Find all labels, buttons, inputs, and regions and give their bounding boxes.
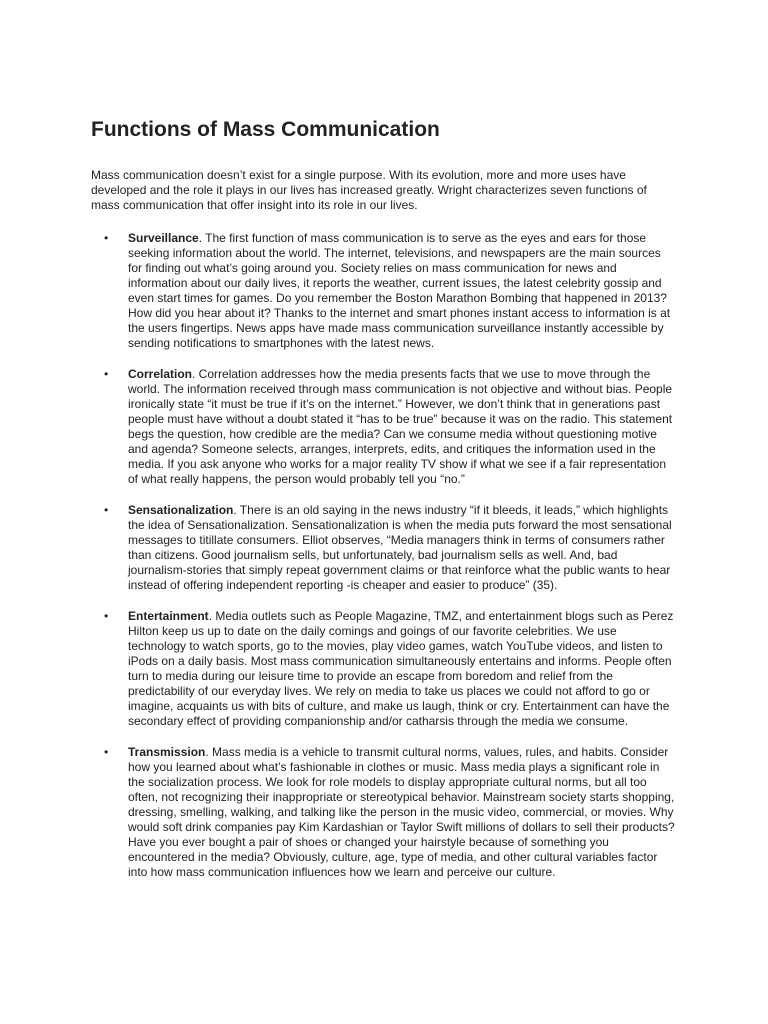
list-item-entertainment bbox=[91, 609, 677, 729]
list-item-correlation bbox=[91, 367, 677, 487]
bullet-icon: • bbox=[104, 503, 109, 517]
bullet-icon: • bbox=[104, 609, 109, 623]
page-title: Functions of Mass Communication bbox=[91, 118, 440, 141]
item-term: Sensationalization bbox=[128, 503, 234, 517]
list-item-sensationalization bbox=[91, 503, 677, 593]
list-item-surveillance bbox=[91, 231, 677, 351]
document-page bbox=[91, 116, 677, 896]
bullet-icon: • bbox=[104, 745, 109, 759]
item-term: Transmission bbox=[128, 745, 206, 759]
item-term: Entertainment bbox=[128, 609, 209, 623]
item-text: . The first function of mass communication is to serve as the eyes and ears for those seeking information about the world. The internet, televisions, and newspapers are the main sources for finding out what’s going around you. Society relies on mass communication for news and information about our daily lives, it reports the weather, current issues, the latest celebrity gossip and even start times for games. Do you remember the Boston Marathon Bombing that happened in 2013? How did you hear about it? Thanks to the internet and smart phones instant access to information is at the users fingertips. News apps have made mass communication surveillance instantly accessible by sending notifications to smartphones with the latest news. bbox=[128, 231, 671, 350]
item-text: . Correlation addresses how the media presents facts that we use to move through the world. The information received through mass communication is not objective and without bias. People ironically state “it must be true if it’s on the internet.” However, we don’t think that in generations past people must have without a doubt stated it “has to be true” because it was on the radio. This statement begs the question, how credible are the media? Can we consume media without questioning motive and agenda? Someone selects, arranges, interprets, edits, and critiques the information used in the media. If you ask anyone who works for a major reality TV show if what we see if a fair representation of what really happens, the person would probably tell you “no.” bbox=[128, 367, 673, 486]
functions-list bbox=[91, 231, 677, 880]
item-text: . Media outlets such as People Magazine, TMZ, and entertainment blogs such as Perez Hilton keep us up to date on the daily comings and goings of our favorite celebrities. We use technology to watch sports, go to the movies, play video games, watch YouTube videos, and listen to iPods on a daily basis. Most mass communication simultaneously entertains and informs. People often turn to media during our leisure time to provide an escape from boredom and relief from the predictability of our everyday lives. We rely on media to take us places we could not afford to go or imagine, acquaints us with bits of culture, and make us laugh, think or cry. Entertainment can have the secondary effect of providing companionship and/or catharsis through the media we consume. bbox=[128, 609, 674, 728]
bullet-icon: • bbox=[104, 367, 109, 381]
item-term: Correlation bbox=[128, 367, 193, 381]
bullet-icon: • bbox=[104, 231, 109, 245]
item-term: Surveillance bbox=[128, 231, 199, 245]
list-item-transmission bbox=[91, 745, 677, 880]
item-text: . There is an old saying in the news industry “if it bleeds, it leads,” which highlights the idea of Sensationalization. Sensationalization is when the media puts forward the most sensational messages to titillate consumers. Elliot observes, “Media managers think in terms of consumers rather than citizens. Good journalism sells, but unfortunately, bad journalism sells as well. And, bad journalism-stories that simply repeat government claims or that reinforce what the public wants to hear instead of offering independent reporting -is cheaper and easier to produce” (35). bbox=[128, 503, 672, 592]
item-text: . Mass media is a vehicle to transmit cultural norms, values, rules, and habits. Consider how you learned about what’s fashionable in clothes or music. Mass media plays a significant role in the socialization process. We look for role models to display appropriate cultural norms, but all too often, not recognizing their inappropriate or stereotypical behavior. Mainstream society starts shopping, dressing, smelling, walking, and talking like the person in the music video, commercial, or movies. Why would soft drink companies pay Kim Kardashian or Taylor Swift millions of dollars to sell their products? Have you ever bought a pair of shoes or changed your hairstyle because of something you encountered in the media? Obviously, culture, age, type of media, and other cultural variables factor into how mass communication influences how we learn and perceive our culture. bbox=[128, 745, 675, 879]
intro-paragraph: Mass communication doesn’t exist for a single purpose. With its evolution, more and more uses have developed and the role it plays in our lives has increased greatly. Wright characterizes seven functions of mass communication that offer insight into its role in our lives. bbox=[91, 168, 647, 212]
